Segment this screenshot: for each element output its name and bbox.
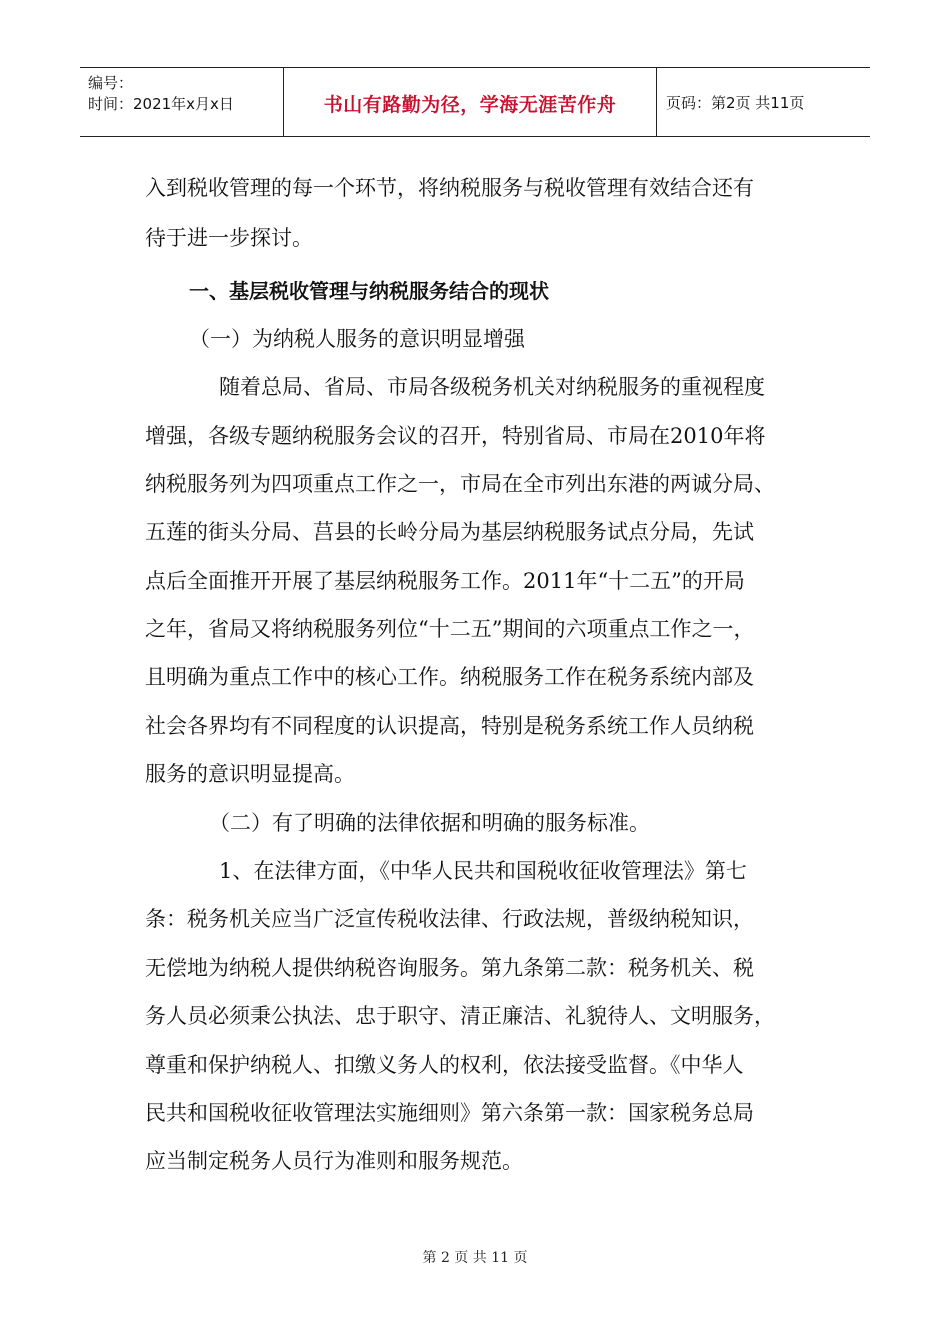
subsection-heading: （二）有了明确的法律依据和明确的服务标准。 [209, 811, 650, 835]
body-line: 务人员必须秉公执法、忠于职守、清正廉洁、礼貌待人、文明服务， [145, 1004, 775, 1028]
body-line: 尊重和保护纳税人、扣缴义务人的权利，依法接受监督。《中华人 [145, 1053, 744, 1077]
body-line: 应当制定税务人员行为准则和服务规范。 [145, 1149, 523, 1173]
body-line: 社会各界均有不同程度的认识提高，特别是税务系统工作人员纳税 [145, 714, 754, 738]
page-footer: 第 2 页 共 11 页 [422, 1250, 528, 1266]
body-line: 入到税收管理的每一个环节，将纳税服务与税收管理有效结合还有 [145, 176, 754, 200]
body-line: 之年，省局又将纳税服务列位“十二五”期间的六项重点工作之一， [145, 617, 755, 641]
document-date: 时间：2021年x月x日 [88, 95, 234, 113]
document-number-label: 编号： [88, 74, 134, 92]
paragraph-first-line: 1、在法律方面，《中华人民共和国税收征收管理法》第七 [219, 859, 747, 883]
body-line: 纳税服务列为四项重点工作之一，市局在全市列出东港的两诚分局、 [145, 472, 775, 496]
body-line: 待于进一步探讨。 [145, 226, 313, 250]
document-header [80, 67, 870, 137]
body-line: 民共和国税收征收管理法实施细则》第六条第一款：国家税务总局 [145, 1101, 754, 1125]
header-page-info: 页码：第2页 共11页 [666, 94, 805, 112]
body-line: 增强，各级专题纳税服务会议的召开，特别省局、市局在2010年将 [145, 424, 766, 448]
header-page-cell [656, 68, 870, 136]
body-line: 无偿地为纳税人提供纳税咨询服务。第九条第二款：税务机关、税 [145, 956, 754, 980]
header-left-cell [80, 68, 283, 136]
header-motto: 书山有路勤为径，学海无涯苦作舟 [323, 94, 617, 116]
body-line: 条：税务机关应当广泛宣传税收法律、行政法规，普级纳税知识， [145, 907, 754, 931]
section-heading: 一、基层税收管理与纳税服务结合的现状 [189, 279, 549, 303]
body-line: 且明确为重点工作中的核心工作。纳税服务工作在税务系统内部及 [145, 665, 754, 689]
header-motto-cell [283, 68, 657, 136]
body-line: 服务的意识明显提高。 [145, 762, 355, 786]
body-line: 五莲的街头分局、莒县的长岭分局为基层纳税服务试点分局，先试 [145, 520, 754, 544]
subsection-heading: （一）为纳税人服务的意识明显增强 [189, 327, 525, 351]
body-line: 点后全面推开开展了基层纳税服务工作。2011年“十二五”的开局 [145, 569, 745, 593]
paragraph-first-line: 随着总局、省局、市局各级税务机关对纳税服务的重视程度 [219, 375, 765, 399]
